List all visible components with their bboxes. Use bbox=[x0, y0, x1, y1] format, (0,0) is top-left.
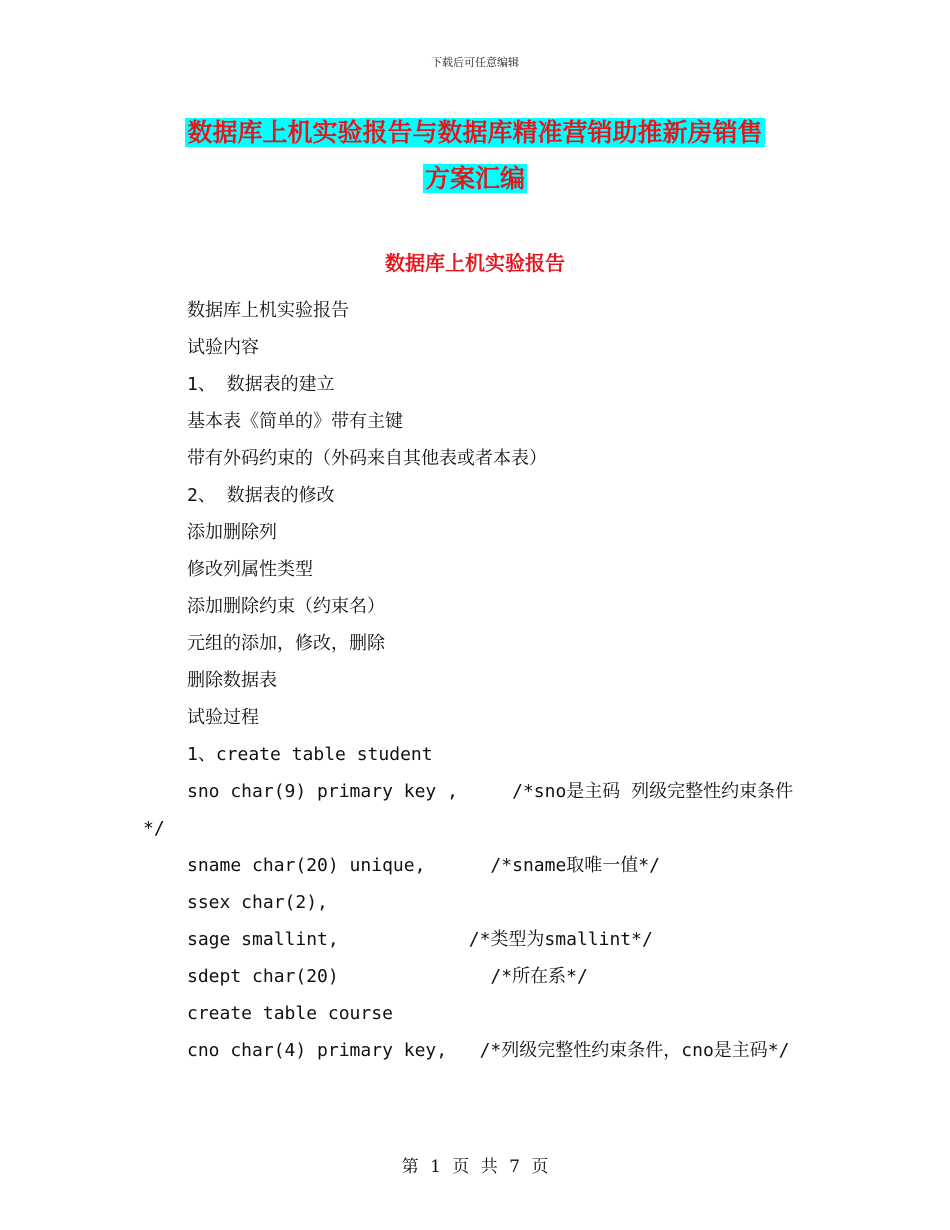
page-footer: 第 1 页 共 7 页 bbox=[401, 1157, 549, 1177]
body-line: 1、create table student bbox=[187, 744, 433, 765]
code-line: cno char(4) primary key, /*列级完整性约束条件，cno是主码*/ bbox=[187, 1040, 790, 1061]
section-title: 数据库上机实验报告 bbox=[385, 251, 565, 275]
code-line: sage smallint, /*类型为smallint*/ bbox=[187, 929, 653, 950]
body-line: 试验过程 bbox=[187, 707, 259, 728]
body-line: 基本表《简单的》带有主键 bbox=[187, 411, 403, 432]
body-line: 带有外码约束的（外码来自其他表或者本表） bbox=[187, 448, 547, 469]
code-line: ssex char(2), bbox=[187, 892, 328, 913]
body-line: 添加删除列 bbox=[187, 522, 277, 543]
code-line: sno char(9) primary key , /*sno是主码 列级完整性约束条件*/ bbox=[143, 781, 794, 839]
body-line: 修改列属性类型 bbox=[187, 559, 313, 580]
header-note: 下载后可任意编辑 bbox=[431, 56, 519, 69]
body-line: 数据库上机实验报告 bbox=[187, 300, 349, 321]
document-title-line-1: 数据库上机实验报告与数据库精准营销助推新房销售 bbox=[187, 118, 763, 147]
body-line: 添加删除约束（约束名） bbox=[187, 596, 385, 617]
body-line: 元组的添加，修改，删除 bbox=[187, 633, 385, 654]
code-line: sdept char(20) /*所在系*/ bbox=[187, 966, 588, 987]
document-title-line-2: 方案汇编 bbox=[424, 164, 525, 193]
document-body bbox=[143, 292, 813, 1069]
document-title bbox=[0, 110, 950, 202]
code-line: create table course bbox=[187, 1003, 393, 1024]
code-line: sname char(20) unique, /*sname取唯一值*/ bbox=[187, 855, 660, 876]
body-line: 删除数据表 bbox=[187, 670, 277, 691]
body-line: 2、 数据表的修改 bbox=[187, 485, 335, 506]
body-line: 1、 数据表的建立 bbox=[187, 374, 335, 395]
body-line: 试验内容 bbox=[187, 337, 259, 358]
